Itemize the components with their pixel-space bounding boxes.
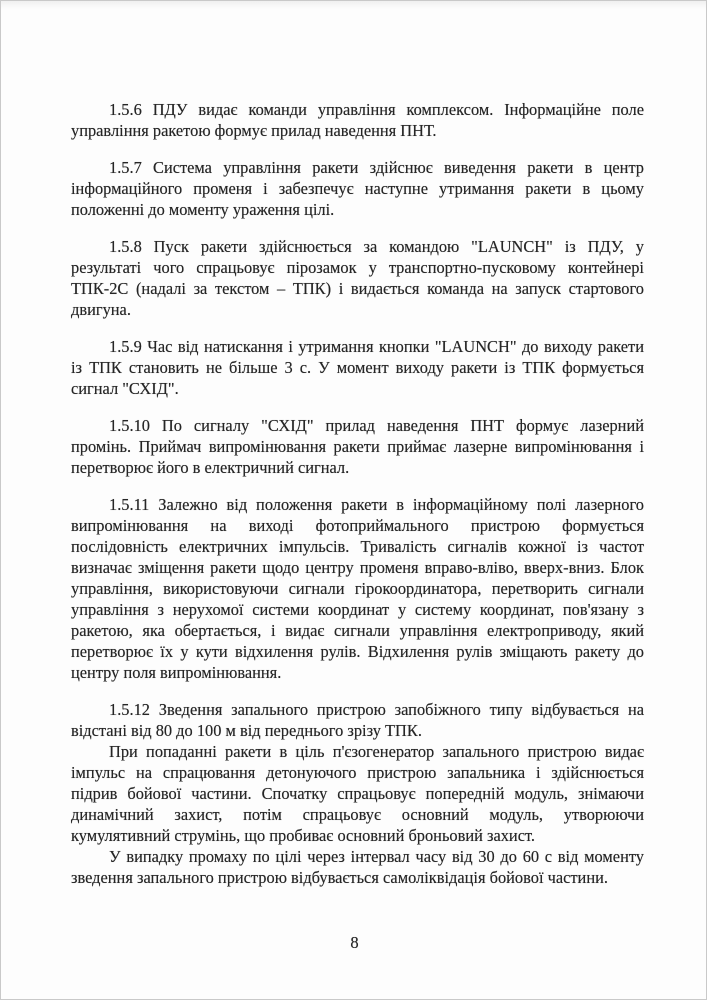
paragraph: 1.5.11 Залежно від положення ракети в інформаційному полі лазерного випромінювання на виході фотоприймального пристрою формується послідовність електричних імпульсів. Тривалість сигналів кожної із частот визначає зміщення ракети щодо центру променя вправо-вліво, вверх-вниз. Блок управління, використовуючи сигнали гірокоординатора, перетворить сигнали управління з нерухомої системи координат у систему координат, пов'язану з ракетою, яка обертається, і видає сигнали управління електроприводу, який перетворює їх у кути відхилення рулів. Відхилення рулів зміщають ракету до центру поля випромінювання.: [71, 495, 644, 682]
paragraph: 1.5.10 По сигналу "СХІД" прилад наведення ПНТ формує лазерний промінь. Приймач випромінювання ракети приймає лазерне випромінювання і перетворює його в електричний сигнал.: [71, 416, 644, 477]
paragraph: 1.5.7 Система управління ракети здійснює виведення ракети в центр інформаційного променя і забезпечує наступне утримання ракети в цьому положенні до моменту ураження цілі.: [71, 158, 644, 219]
section-1-5-6: [71, 99, 644, 141]
section-1-5-9: [71, 336, 644, 399]
paragraph: При попаданні ракети в ціль п'єзогенератор запального пристрою видає імпульс на спрацювання детонуючого пристрою запальника і здійснюється підрив бойової частини. Спочатку спрацьовує попередній модуль, знімаючи динамічний захист, потім спрацьовує основний модуль, утворюючи кумулятивний струмінь, що пробиває основний броньовий захист.: [71, 742, 644, 845]
paragraph: 1.5.9 Час від натискання і утримання кнопки "LAUNCH" до виходу ракети із ТПК становить не більше 3 с. У момент виходу ракети із ТПК формується сигнал "СХІД".: [71, 337, 644, 398]
paragraph: 1.5.8 Пуск ракети здійснюється за командою "LAUNCH" із ПДУ, у результаті чого спрацьовує пірозамок у транспортно-пусковому контейнері ТПК-2С (надалі за текстом – ТПК) і видається команда на запуск стартового двигуна.: [71, 237, 644, 319]
paragraph: 1.5.6 ПДУ видає команди управління комплексом. Інформаційне поле управління ракетою формує прилад наведення ПНТ.: [71, 100, 644, 140]
section-1-5-12: [71, 699, 644, 888]
section-1-5-7: [71, 157, 644, 220]
document-body: [71, 99, 644, 888]
section-1-5-8: [71, 236, 644, 320]
section-1-5-10: [71, 415, 644, 478]
paragraph: 1.5.12 Зведення запального пристрою запобіжного типу відбувається на відстані від 80 до 100 м від переднього зрізу ТПК.: [71, 700, 644, 740]
paragraph: У випадку промаху по цілі через інтервал часу від 30 до 60 с від моменту зведення запального пристрою відбувається самоліквідація бойової частини.: [71, 847, 644, 887]
page-number: 8: [350, 933, 359, 952]
section-1-5-11: [71, 494, 644, 683]
